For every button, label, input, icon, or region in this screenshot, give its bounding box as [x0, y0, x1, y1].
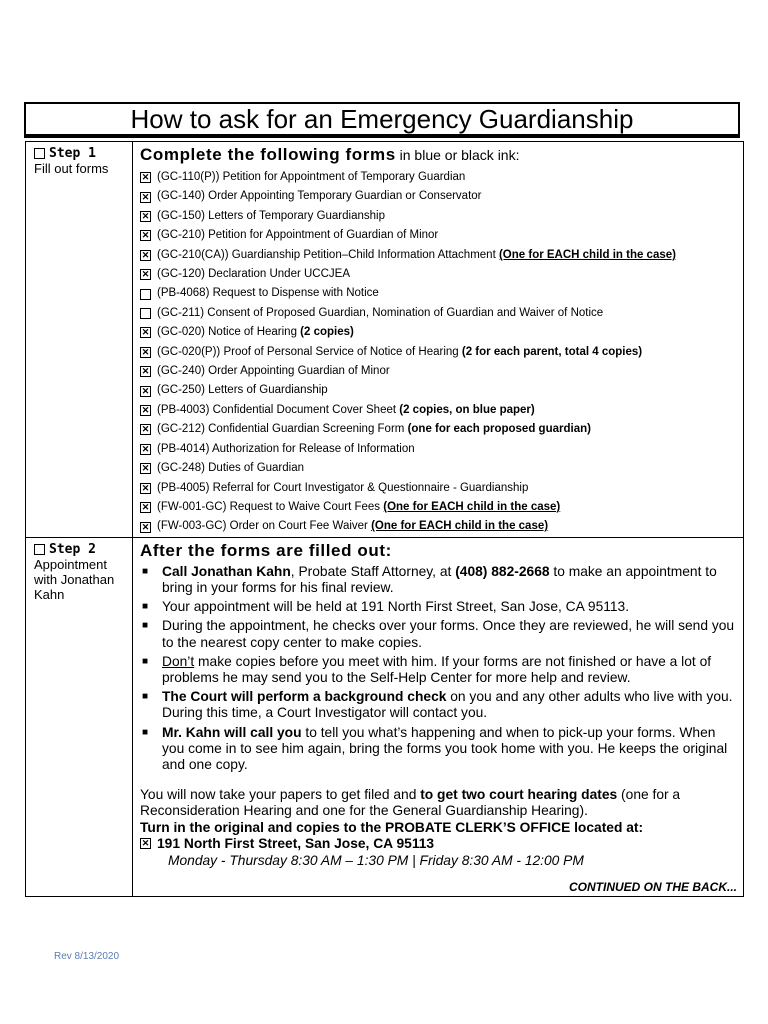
form-item [140, 246, 737, 265]
form-name: (GC-120) Declaration Under UCCJEA [157, 268, 351, 281]
form-name: (GC-150) Letters of Temporary Guardianship [157, 209, 385, 222]
form-item [140, 381, 737, 400]
filing-text-2: (one for a Reconsideration Hearing and one for the General Guardianship Hearing). [140, 787, 681, 819]
form-name: (GC-210(CA)) Guardianship Petition–Child Information Attachment (One for EACH child in the case) [157, 248, 676, 261]
form-item [140, 187, 737, 206]
form-item [140, 420, 737, 439]
filing-paragraph [140, 787, 737, 819]
instruction-item [140, 654, 737, 686]
checked-box-icon: ✕ [141, 249, 150, 260]
form-note: (2 copies, on blue paper) [399, 403, 535, 416]
form-name: (PB-4068) Request to Dispense with Notice [157, 287, 379, 300]
form-name: (PB-4005) Referral for Court Investigator & Questionnaire - Guardianship [157, 481, 529, 494]
instruction-text: to make an appointment to bring in your forms for his final review. [162, 563, 717, 595]
form-note: (One for EACH child in the case) [383, 500, 561, 513]
form-item [140, 459, 737, 478]
form-item [140, 401, 737, 420]
form-item [140, 440, 737, 459]
form-note: (one for each proposed guardian) [407, 423, 591, 436]
checked-box-icon: ✕ [141, 269, 150, 280]
checked-box-icon: ✕ [141, 211, 150, 222]
form-item [140, 479, 737, 498]
step2-row [26, 537, 744, 896]
form-item [140, 323, 737, 342]
form-item [140, 343, 737, 362]
step2-label-cell [26, 537, 133, 896]
form-item [140, 207, 737, 226]
page-title: How to ask for an Emergency Guardianship [130, 104, 634, 134]
instruction-text: , Probate Staff Attorney, at [290, 563, 456, 579]
step2-desc: Appointment with Jonathan Kahn [34, 556, 115, 602]
instruction-underlined: Don’t [162, 653, 195, 669]
instruction-item [140, 689, 737, 721]
form-name: (GC-140) Order Appointing Temporary Guardian or Conservator [157, 190, 482, 203]
form-name: (GC-020) Notice of Hearing (2 copies) [157, 326, 354, 339]
checked-box-icon: ✕ [141, 172, 150, 183]
step1-checkbox-icon [34, 148, 45, 159]
bullet-icon: ■ [142, 601, 149, 613]
form-name: (FW-001-GC) Request to Waive Court Fees (One for EACH child in the case) [157, 500, 561, 513]
instruction-bold: The Court will perform a background check [162, 689, 447, 705]
step1-desc: Fill out forms [34, 161, 109, 176]
form-name: (GC-250) Letters of Guardianship [157, 384, 328, 397]
step1-row [26, 142, 744, 538]
form-name: (GC-240) Order Appointing Guardian of Minor [157, 365, 390, 378]
continued-note: CONTINUED ON THE BACK... [569, 879, 737, 894]
form-item [140, 226, 737, 245]
checked-box-icon: ✕ [141, 443, 150, 454]
checked-box-icon: ✕ [141, 482, 150, 493]
form-item [140, 284, 737, 303]
form-name: (GC-211) Consent of Proposed Guardian, Nomination of Guardian and Waiver of Notice [157, 306, 604, 319]
checked-box-icon: ✕ [141, 366, 150, 377]
checked-box-icon: ✕ [141, 405, 150, 416]
bullet-icon: ■ [142, 726, 149, 738]
form-name: (GC-020(P)) Proof of Personal Service of Notice of Hearing (2 for each parent, total 4 copies) [157, 345, 643, 358]
instruction-text: During the appointment, he checks over your forms. Once they are reviewed, he will send you to the nearest copy center to make copies. [162, 618, 735, 650]
empty-box-icon [140, 289, 151, 300]
instruction-text: to tell you what’s happening and when to pick-up your forms. When you come in to see him again, bring the forms you took home with you. He keeps the original and one copy. [162, 724, 728, 772]
form-item [140, 517, 737, 536]
step1-label: Step 1 [49, 146, 96, 161]
checked-box-icon: ✕ [141, 838, 150, 849]
form-note: (One for EACH child in the case) [371, 520, 549, 533]
checked-box-icon: ✕ [141, 521, 150, 532]
step2-checkbox-icon [34, 544, 45, 555]
form-name: (PB-4014) Authorization for Release of Information [157, 442, 415, 455]
empty-box-icon [140, 308, 151, 319]
checked-box-icon: ✕ [141, 191, 150, 202]
step1-content [133, 142, 744, 538]
checked-box-icon: ✕ [141, 327, 150, 338]
form-item [140, 168, 737, 187]
office-hours: Monday - Thursday 8:30 AM – 1:30 PM | Friday 8:30 AM - 12:00 PM [168, 852, 584, 868]
form-name: (FW-003-GC) Order on Court Fee Waiver (One for EACH child in the case) [157, 520, 549, 533]
bullet-icon: ■ [142, 620, 149, 632]
instruction-bold: Mr. Kahn will call you [162, 724, 302, 740]
bullet-icon: ■ [142, 691, 149, 703]
form-name: (PB-4003) Confidential Document Cover Sheet (2 copies, on blue paper) [157, 403, 535, 416]
step2-label: Step 2 [49, 541, 96, 557]
steps-table [25, 141, 744, 897]
form-name: (GC-212) Confidential Guardian Screening Form (one for each proposed guardian) [157, 423, 591, 436]
forms-list [140, 168, 737, 537]
checked-box-icon: ✕ [141, 502, 150, 513]
checked-box-icon: ✕ [141, 346, 150, 357]
instruction-text: Your appointment will be held at 191 North First Street, San Jose, CA 95113. [162, 599, 630, 615]
checked-box-icon: ✕ [141, 385, 150, 396]
checked-box-icon: ✕ [141, 463, 150, 474]
form-note: (One for EACH child in the case) [498, 248, 676, 261]
form-name: (GC-248) Duties of Guardian [157, 462, 305, 475]
instruction-item [140, 564, 737, 596]
bullet-list [140, 564, 737, 773]
form-name: (GC-110(P)) Petition for Appointment of Temporary Guardian [157, 171, 466, 183]
filing-bold: to get two court hearing dates [420, 787, 618, 803]
bullet-icon: ■ [142, 565, 149, 577]
form-item [140, 362, 737, 381]
form-item [140, 304, 737, 323]
revision-date: Rev 8/13/2020 [54, 951, 120, 962]
instruction-text: make copies before you meet with him. If your forms are not finished or have a lot of problems he may send you to the Self-Help Center for more help and review. [162, 653, 712, 685]
instruction-bold: (408) 882-2668 [455, 563, 550, 579]
checked-box-icon: ✕ [141, 424, 150, 435]
clerk-address [140, 836, 737, 852]
bullet-icon: ■ [142, 655, 149, 667]
form-name: (GC-210) Petition for Appointment of Guardian of Minor [157, 229, 439, 242]
instruction-item [140, 599, 737, 615]
step1-heading: Complete the following forms [140, 145, 396, 164]
form-note: (2 copies) [300, 326, 354, 339]
address-text: 191 North First Street, San Jose, CA 95113 [157, 835, 435, 851]
checked-box-icon: ✕ [141, 230, 150, 241]
title-box [24, 102, 740, 138]
instruction-item [140, 618, 737, 650]
filing-text: You will now take your papers to get filed and [140, 787, 421, 803]
step1-label-cell [26, 142, 133, 538]
step2-content [133, 537, 744, 896]
instruction-text: on you and any other adults who live with you. During this time, a Court Investigator will contact you. [162, 689, 733, 721]
instruction-item [140, 725, 737, 774]
step1-heading-suffix: in blue or black ink: [395, 147, 520, 163]
step2-heading: After the forms are filled out: [140, 540, 392, 560]
turn-in-line: Turn in the original and copies to the PROBATE CLERK’S OFFICE located at: [140, 819, 644, 835]
form-item [140, 265, 737, 284]
form-note: (2 for each parent, total 4 copies) [461, 345, 643, 358]
form-item [140, 498, 737, 517]
instruction-bold: Call Jonathan Kahn [162, 563, 291, 579]
